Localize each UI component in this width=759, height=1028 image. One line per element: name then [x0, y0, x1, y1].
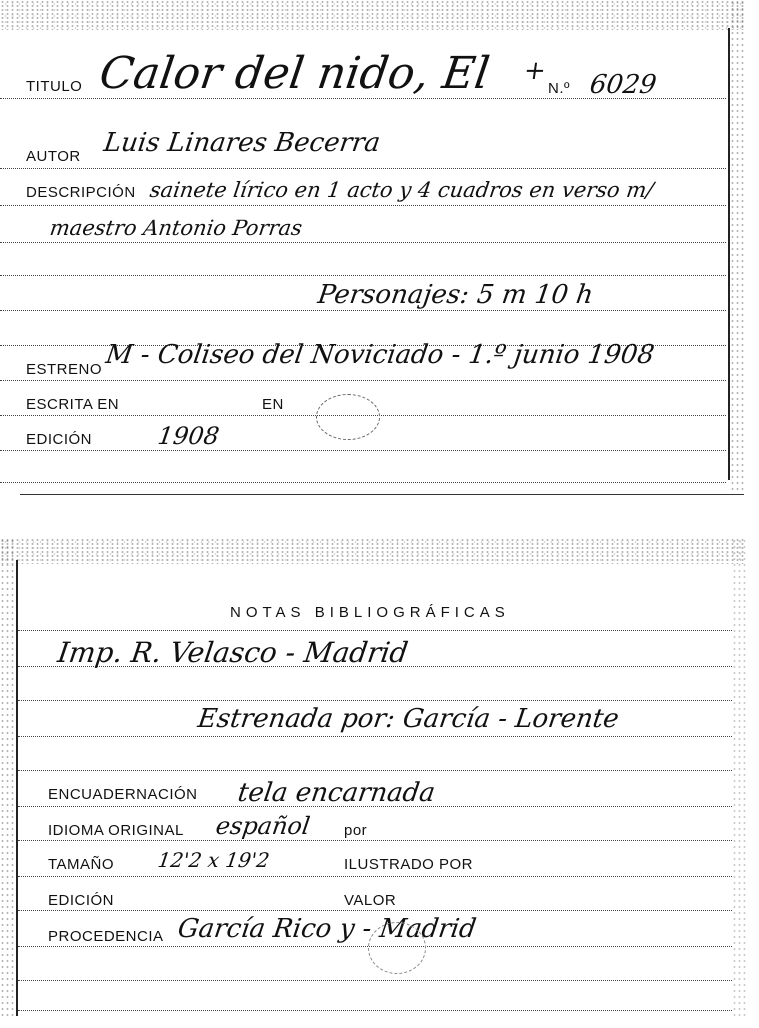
card-separator	[20, 494, 744, 495]
tamano-label: TAMAÑO	[48, 856, 115, 873]
ruled-line	[18, 1010, 732, 1011]
edicion-label: EDICIÓN	[26, 431, 93, 448]
en-label: EN	[262, 396, 284, 413]
faded-stamp	[368, 922, 426, 974]
estreno-label: ESTRENO	[26, 361, 103, 378]
idioma-label: IDIOMA ORIGINAL	[48, 822, 184, 839]
faded-stamp	[316, 394, 380, 440]
ruled-line	[0, 310, 726, 311]
escrita-en-label: ESCRITA EN	[26, 396, 120, 413]
ruled-line	[0, 482, 726, 483]
descripcion-value-line1: sainete lírico en 1 acto y 4 cuadros en verso m/	[148, 178, 656, 202]
procedencia-label: PROCEDENCIA	[48, 928, 164, 945]
valor-label: VALOR	[344, 892, 397, 909]
ruled-line	[18, 700, 732, 701]
titulo-label: TITULO	[26, 78, 83, 95]
card-side-texture	[0, 538, 14, 1016]
ruled-line	[0, 205, 726, 206]
ruled-line	[18, 630, 732, 631]
personajes-value: Personajes: 5 m 10 h	[315, 280, 596, 310]
ruled-line	[0, 275, 726, 276]
procedencia-value: García Rico y - Madrid	[175, 914, 478, 944]
autor-value: Luis Linares Becerra	[101, 128, 383, 158]
catalog-card-top	[0, 0, 746, 492]
descripcion-value-line2: maestro Antonio Porras	[48, 216, 304, 240]
numero-value: 6029	[587, 70, 659, 100]
nota-estrenada: Estrenada por: García - Lorente	[195, 704, 621, 734]
ruled-line	[18, 840, 732, 841]
encuadernacion-label: ENCUADERNACIÓN	[48, 786, 198, 803]
ruled-line	[18, 770, 732, 771]
ruled-line	[0, 242, 726, 243]
card-edge-texture	[0, 538, 746, 564]
estreno-value: M - Coliseo del Noviciado - 1.º junio 1908	[103, 340, 657, 370]
ruled-line	[18, 876, 732, 877]
idioma-value: español	[214, 812, 312, 840]
autor-label: AUTOR	[26, 148, 81, 165]
notas-heading: NOTAS BIBLIOGRÁFICAS	[230, 604, 510, 621]
descripcion-label: DESCRIPCIÓN	[26, 184, 136, 201]
titulo-value: Calor del nido, El	[96, 48, 493, 99]
edicion-value: 1908	[156, 422, 222, 450]
encuadernacion-value: tela encarnada	[235, 778, 438, 808]
card-left-border	[16, 560, 18, 1016]
ruled-line	[0, 380, 726, 381]
card-edge-texture	[0, 0, 746, 30]
card-side-texture	[730, 0, 746, 492]
ilustrado-label: ILUSTRADO POR	[344, 856, 474, 873]
ruled-line	[18, 736, 732, 737]
numero-prefix: +	[521, 56, 548, 86]
edicion-label-bottom: EDICIÓN	[48, 892, 115, 909]
tamano-value: 12'2 x 19'2	[156, 848, 272, 872]
ruled-line	[0, 450, 726, 451]
nota-imprenta: Imp. R. Velasco - Madrid	[55, 636, 411, 669]
numero-label: N.º	[548, 80, 570, 97]
card-side-texture-right	[732, 538, 746, 1016]
por-label: por	[344, 822, 368, 839]
ruled-line	[0, 168, 726, 169]
ruled-line	[18, 980, 732, 981]
catalog-card-bottom	[0, 538, 746, 1016]
ruled-line	[18, 910, 732, 911]
